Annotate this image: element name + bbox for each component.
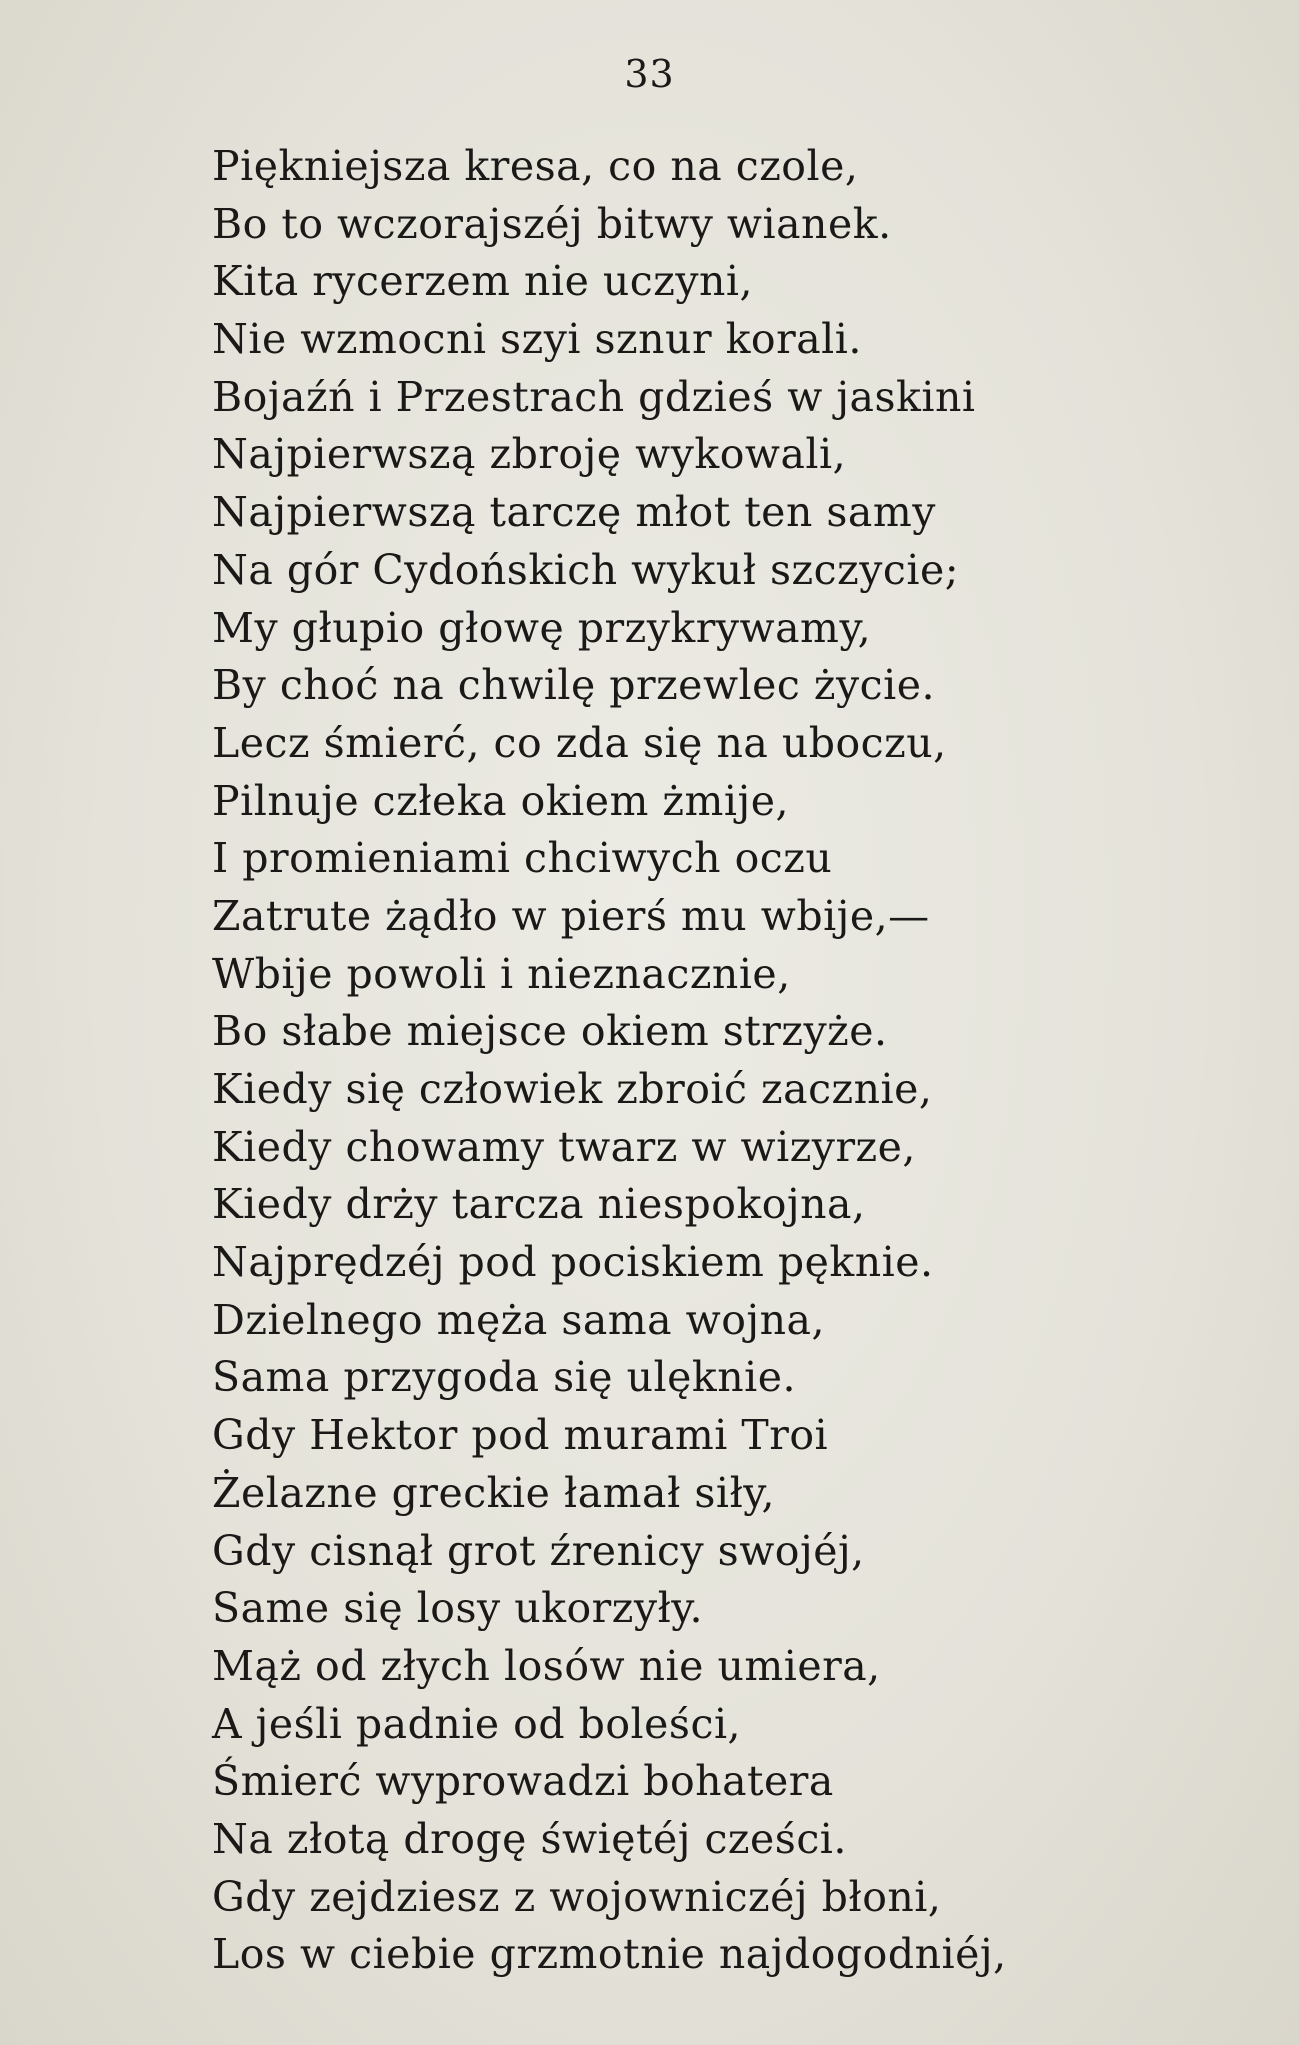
poem-line: Gdy cisnął grot źrenicy swojéj,: [212, 1526, 865, 1575]
poem-line: Najprędzéj pod pociskiem pęknie.: [212, 1238, 934, 1287]
poem-line: Śmierć wyprowadzi bohatera: [212, 1757, 834, 1806]
poem-line: Na gór Cydońskich wykuł szczycie;: [212, 545, 960, 594]
poem-line: Pilnuje człeka okiem żmije,: [212, 776, 789, 825]
poem-line: Sama przygoda się ulęknie.: [212, 1353, 797, 1402]
poem-line: Żelazne greckie łamał siły,: [212, 1468, 776, 1517]
poem-line: Zatrute żądło w pierś mu wbije,—: [212, 891, 930, 940]
poem-line: Same się losy ukorzyły.: [212, 1584, 704, 1633]
poem-line: Bo to wczorajszéj bitwy wianek.: [212, 199, 892, 248]
poem-line: Kiedy chowamy twarz w wizyrze,: [212, 1122, 916, 1171]
poem-line: Bo słabe miejsce okiem strzyże.: [212, 1007, 888, 1056]
poem-line: Los w ciebie grzmotnie najdogodniéj,: [212, 1930, 1007, 1979]
poem-line: Kiedy się człowiek zbroić zacznie,: [212, 1065, 933, 1113]
poem-line: Na złotą drogę świętéj cześci.: [212, 1814, 847, 1863]
poem-line: Gdy Hektor pod murami Troi: [212, 1411, 829, 1460]
poem-line: Bojaźń i Przestrach gdzieś w jaskini: [212, 372, 976, 421]
page-number: 33: [624, 52, 675, 96]
poem-line: Gdy zejdziesz z wojowniczéj błoni,: [212, 1872, 942, 1921]
poem-line: Kita rycerzem nie uczyni,: [212, 257, 754, 306]
poem-line: Mąż od złych losów nie umiera,: [212, 1641, 881, 1690]
poem-text: [212, 138, 1272, 1984]
poem-line: Najpierwszą tarczę młot ten samy: [212, 488, 936, 537]
poem-line: By choć na chwilę przewlec życie.: [212, 661, 936, 710]
poem-line: Nie wzmocni szyi sznur korali.: [212, 315, 862, 364]
poem-line: My głupio głowę przykrywamy,: [212, 603, 872, 652]
poem-line: I promieniami chciwych oczu: [212, 834, 833, 883]
poem-line: Kiedy drży tarcza niespokojna,: [212, 1180, 866, 1229]
poem-line: Najpierwszą zbroję wykowali,: [212, 430, 847, 479]
poem-line: A jeśli padnie od boleści,: [212, 1699, 742, 1748]
poem-line: Dzielnego męża sama wojna,: [212, 1295, 826, 1344]
poem-line: Wbije powoli i nieznacznie,: [212, 949, 791, 998]
poem-line: Piękniejsza kresa, co na czole,: [212, 142, 859, 190]
poem-line: Lecz śmierć, co zda się na uboczu,: [212, 718, 947, 767]
